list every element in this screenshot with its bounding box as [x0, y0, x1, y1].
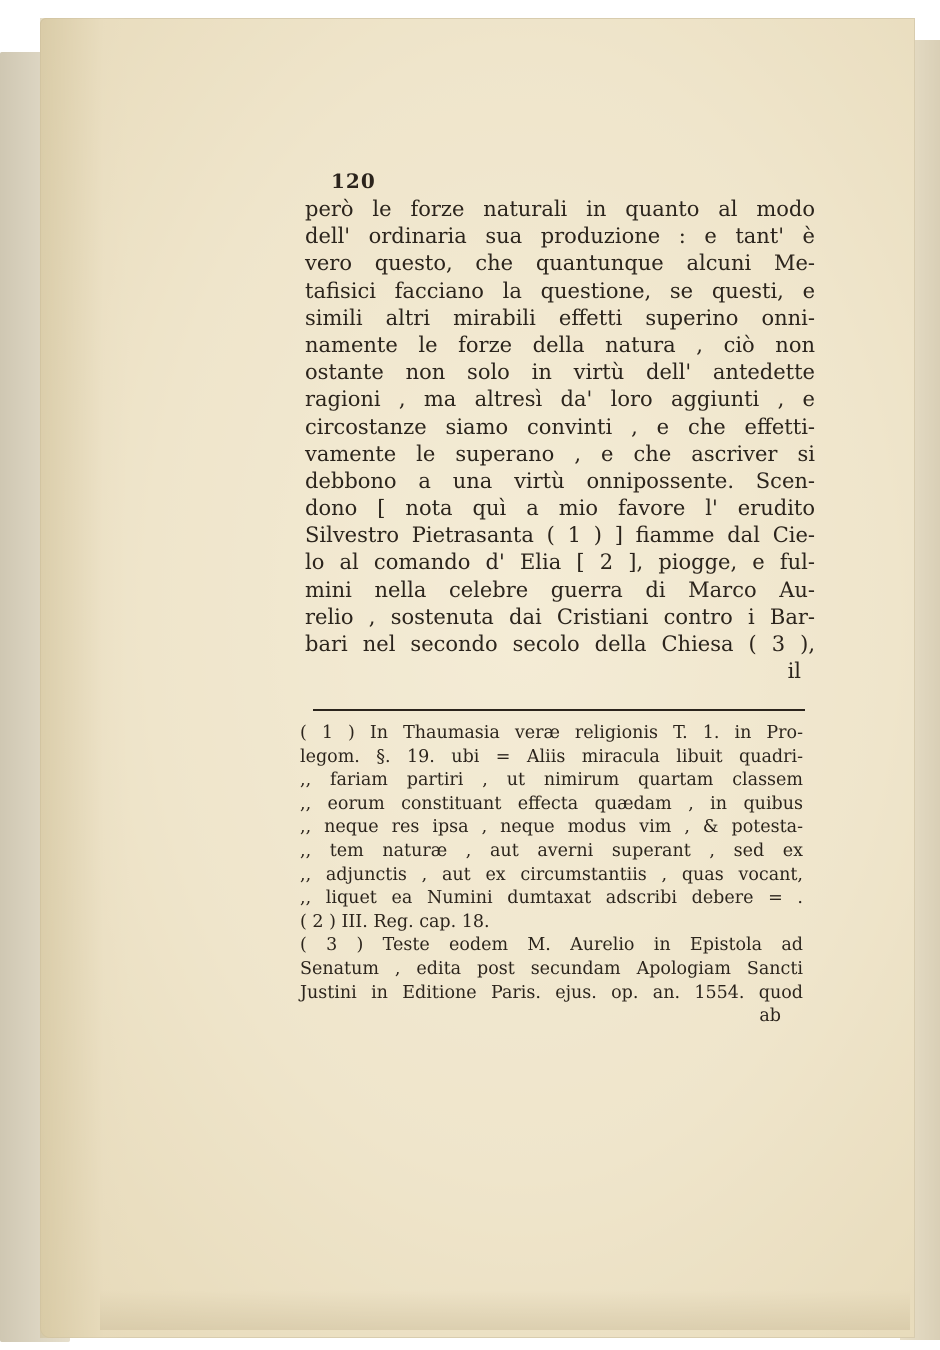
body-line: tafisici facciano la questione, se questi, e: [305, 278, 815, 303]
page-gutter-shadow: [40, 18, 130, 1338]
body-line: vero questo, che quantunque alcuni Me-: [305, 251, 815, 276]
footnote-line: ,, liquet ea Numini dumtaxat adscribi debere = .: [300, 888, 803, 909]
page-bottom-shadow: [100, 1290, 910, 1330]
footnote-line: ( 3 ) Teste eodem M. Aurelio in Epistola ad: [300, 935, 803, 956]
footnote-line: ( 2 ) III. Reg. cap. 18.: [300, 911, 490, 932]
footnotes: [300, 722, 803, 1029]
footnote-line: Justini in Editione Paris. ejus. op. an. 1554. quod: [300, 982, 803, 1003]
body-line: Silvestro Pietrasanta ( 1 ) ] fiamme dal Cie-: [305, 523, 815, 548]
body-line: simili altri mirabili effetti superino onni-: [305, 305, 815, 330]
footnote-line: ,, fariam partiri , ut nimirum quartam classem: [300, 770, 803, 791]
footnote-line: Senatum , edita post secundam Apologiam Sancti: [300, 958, 803, 979]
footnote-line: ,, eorum constituant effecta quædam , in quibus: [300, 793, 803, 814]
body-line: ragioni , ma altresì da' loro aggiunti , e: [305, 387, 815, 412]
body-line: bari nel secondo secolo della Chiesa ( 3 ),: [305, 632, 815, 656]
body-line: circostanze siamo convinti , e che effetti-: [305, 414, 815, 439]
body-line: dell' ordinaria sua produzione : e tant' è: [305, 224, 815, 249]
body-line: lo al comando d' Elia [ 2 ], piogge, e ful-: [305, 550, 815, 575]
footnote-line: ,, tem naturæ , aut averni superant , sed ex: [300, 840, 803, 861]
catchword: il: [787, 659, 801, 684]
footnote-line: ( 1 ) In Thaumasia veræ religionis T. 1. in Pro-: [300, 723, 803, 743]
footnote-line: legom. §. 19. ubi = Aliis miracula libuit quadri-: [300, 746, 803, 767]
body-line: mini nella celebre guerra di Marco Au-: [305, 577, 815, 602]
body-line: vamente le superano , e che ascriver si: [305, 441, 815, 466]
footnote-line: ,, adjunctis , aut ex circumstantiis , quas vocant,: [300, 864, 803, 885]
body-line: debbono a una virtù onnipossente. Scen-: [305, 468, 815, 493]
body-line: namente le forze della natura , ciò non: [305, 332, 815, 357]
body-text: [305, 196, 815, 658]
footnote-separator-rule: [313, 709, 805, 711]
footnote-catchword: ab: [759, 1006, 781, 1027]
body-line: però le forze naturali in quanto al modo: [305, 197, 815, 221]
body-line: dono [ nota quì a mio favore l' erudito: [305, 496, 815, 521]
body-line: ostante non solo in virtù dell' antedette: [305, 360, 815, 385]
main-text-block: [305, 168, 815, 685]
page-number: 120: [331, 169, 376, 193]
footnote-line: ,, neque res ipsa , neque modus vim , & potesta-: [300, 817, 803, 838]
body-line: relio , sostenuta dai Cristiani contro i Bar-: [305, 604, 815, 629]
